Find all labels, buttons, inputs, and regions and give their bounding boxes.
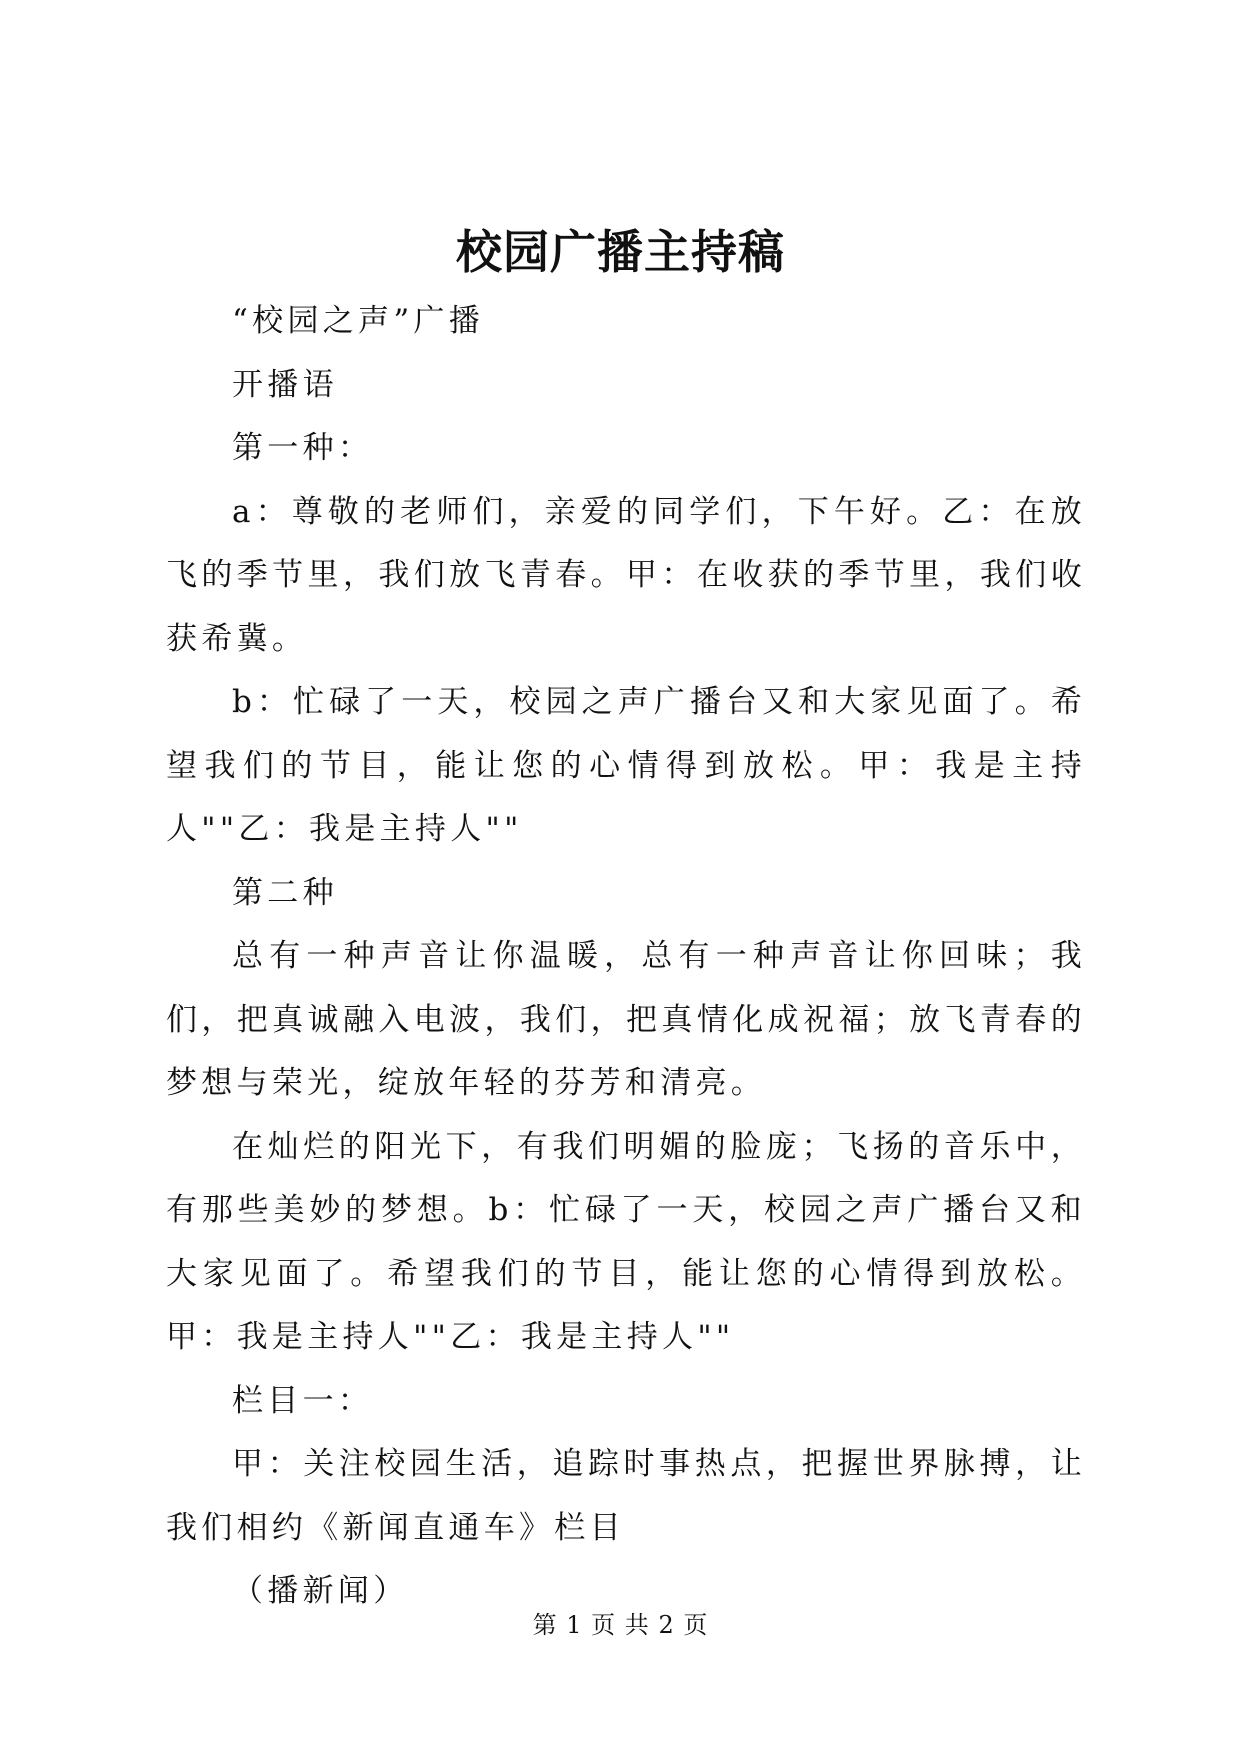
paragraph-segment-one-intro: 甲：关注校园生活，追踪时事热点，把握世界脉搏，让我们相约《新闻直通车》栏目 bbox=[166, 1446, 1086, 1546]
paragraph-first-type-a: a：尊敬的老师们，亲爱的同学们，下午好。乙：在放飞的季节里，我们放飞青春。甲：在收获的季节里，我们收获希冀。 bbox=[166, 493, 1086, 657]
paragraph-first-type-b: b：忙碌了一天，校园之声广播台又和大家见面了。希望我们的节目，能让您的心情得到放松。甲：我是主持人""乙：我是主持人"" bbox=[166, 684, 1086, 847]
paragraph-news-note: （播新闻） bbox=[232, 1573, 409, 1609]
paragraph-second-type-heading: 第二种 bbox=[232, 874, 338, 911]
page-footer: 第 1 页 共 2 页 bbox=[532, 1611, 709, 1639]
paragraph-second-type-2: 在灿烂的阳光下，有我们明媚的脸庞；飞扬的音乐中，有那些美妙的梦想。b：忙碌了一天，校园之声广播台又和大家见面了。希望我们的节目，能让您的心情得到放松。甲：我是主持人""乙：我是主持人"" bbox=[166, 1128, 1086, 1355]
document-title: 校园广播主持稿 bbox=[456, 225, 785, 279]
paragraph-opening-heading: 开播语 bbox=[232, 366, 338, 403]
paragraph-second-type-1: 总有一种声音让你温暖，总有一种声音让你回味；我们，把真诚融入电波，我们，把真情化成祝福；放飞青春的梦想与荣光，绽放年轻的芬芳和清亮。 bbox=[166, 938, 1086, 1101]
document-body bbox=[166, 290, 1086, 1624]
paragraph-first-type-heading: 第一种： bbox=[232, 430, 374, 466]
paragraph-program-name: “校园之声”广播 bbox=[232, 303, 485, 339]
paragraph-segment-one-heading: 栏目一： bbox=[232, 1382, 374, 1419]
